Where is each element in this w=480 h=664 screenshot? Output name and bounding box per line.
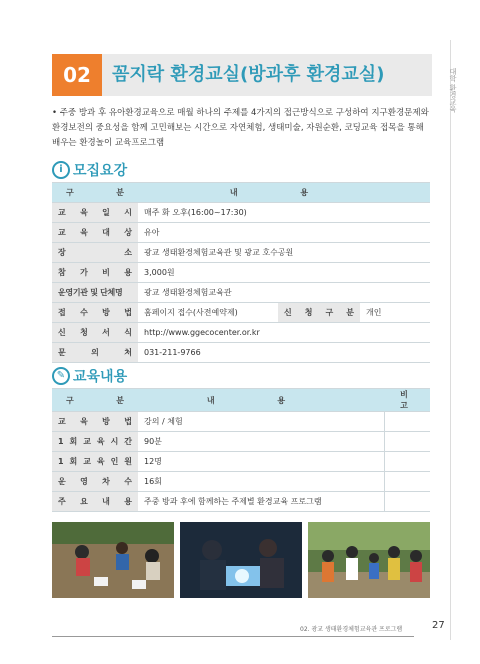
- info-icon: i: [52, 161, 70, 179]
- header-content: [138, 389, 384, 412]
- photo-indoor-activity: [180, 522, 302, 598]
- header-content-text: 내 용: [229, 188, 339, 197]
- header-content-text: 내 용: [206, 395, 316, 405]
- row-value: 광교 생태환경체험교육관 및 광교 호수공원: [138, 243, 430, 263]
- row-label: 1 회 교 육 인 원: [52, 452, 138, 472]
- row-label: 1 회 교 육 시 간: [52, 432, 138, 452]
- row-remark: [384, 472, 430, 492]
- side-divider: [450, 40, 451, 640]
- section-number: 02: [52, 54, 102, 96]
- row-label: 신 청 서 식: [52, 323, 138, 343]
- table-row: [52, 412, 430, 432]
- row-value: 031-211-9766: [138, 343, 430, 363]
- header-remark: [384, 389, 430, 412]
- table-row: [52, 223, 430, 243]
- row-value: 90분: [138, 432, 384, 452]
- table-row: [52, 452, 430, 472]
- row-label: 참 가 비 용: [52, 263, 138, 283]
- table-header-row: [52, 389, 430, 412]
- row-value: 홈페이지 접수(사전예약제): [138, 303, 278, 323]
- table-row: [52, 263, 430, 283]
- row-label: 문 의 처: [52, 343, 138, 363]
- intro-paragraph: • 주중 방과 후 유아환경교육으로 매월 하나의 주제를 4가지의 접근방식으로 구성하여 지구환경문제와 환경보전의 중요성을 함께 고민해보는 시간으로 자연체험, 생태미술, 자원순환, 코딩교육 접목을 통해 배우는 환경놀이 교육프로그램: [52, 108, 429, 148]
- row-value: 유아: [138, 223, 430, 243]
- table-row: [52, 203, 430, 223]
- side-label: 대학 환경교육: [449, 67, 457, 113]
- page-title: 꼼지락 환경교실(방과후 환경교실): [112, 64, 385, 85]
- table-row: [52, 243, 430, 263]
- header-category: [52, 183, 138, 203]
- photo-group-activity: [308, 522, 430, 598]
- row-value: 3,000원: [138, 263, 430, 283]
- row-value: 매주 화 오후(16:00~17:30): [138, 203, 430, 223]
- header-content: [138, 183, 430, 203]
- pencil-icon: ✎: [52, 367, 70, 385]
- row-label-secondary: 신 청 구 분: [278, 303, 360, 323]
- table-row: [52, 303, 430, 323]
- row-label: 교 육 일 시: [52, 203, 138, 223]
- recruit-table: [52, 182, 430, 363]
- footer-rule: [52, 636, 414, 637]
- row-value: 광교 생태환경체험교육관: [138, 283, 430, 303]
- page-number: 27: [432, 620, 445, 631]
- header-category-text: 구 분: [66, 188, 124, 197]
- row-label: 접 수 방 법: [52, 303, 138, 323]
- table-row: [52, 472, 430, 492]
- row-label: 운영기관 및 단체명: [52, 283, 138, 303]
- row-value: 주중 방과 후에 함께하는 주제별 환경교육 프로그램: [138, 492, 384, 512]
- row-value: 12명: [138, 452, 384, 472]
- photo-outdoor-activity: [52, 522, 174, 598]
- row-remark: [384, 452, 430, 472]
- table-row: [52, 323, 430, 343]
- row-label: 교 육 방 법: [52, 412, 138, 432]
- row-link[interactable]: http://www.ggecocenter.or.kr: [138, 323, 430, 343]
- row-label: 장 소: [52, 243, 138, 263]
- table-row: [52, 432, 430, 452]
- row-remark: [384, 492, 430, 512]
- row-remark: [384, 412, 430, 432]
- content-title-text: 교육내용: [73, 369, 128, 385]
- content-section-title: [52, 366, 127, 386]
- header-remark-text: 비 고: [400, 390, 414, 410]
- table-header-row: [52, 183, 430, 203]
- row-value: 16회: [138, 472, 384, 492]
- row-value: 강의 / 체험: [138, 412, 384, 432]
- table-row: [52, 343, 430, 363]
- table-row: [52, 283, 430, 303]
- table-row: [52, 492, 430, 512]
- footer-caption: 02. 광교 생태환경체험교육관 프로그램: [300, 626, 403, 633]
- row-remark: [384, 432, 430, 452]
- header-category: [52, 389, 138, 412]
- row-label: 주 요 내 용: [52, 492, 138, 512]
- recruit-section-title: [52, 160, 127, 180]
- content-table: [52, 388, 430, 512]
- recruit-title-text: 모집요강: [73, 163, 128, 179]
- row-label: 교 육 대 상: [52, 223, 138, 243]
- row-value-secondary: 개인: [360, 303, 430, 323]
- row-label: 운 영 차 수: [52, 472, 138, 492]
- header-category-text: 구 분: [66, 395, 124, 405]
